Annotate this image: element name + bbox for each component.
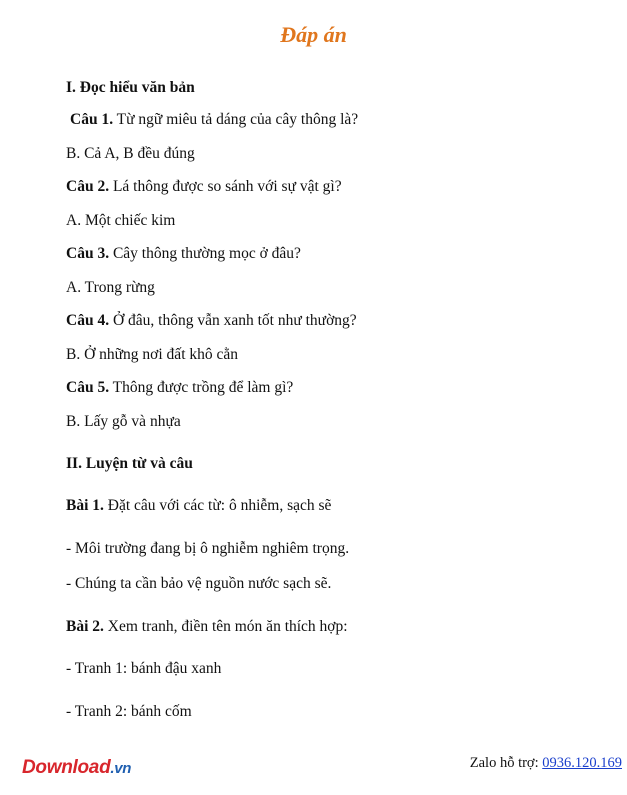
section-heading-vocabulary: II. Luyện từ và câu — [66, 455, 193, 472]
zalo-support — [470, 755, 622, 772]
exercise-1: Bài 1. Đặt câu với các từ: ô nhiễm, sạch sẽ — [66, 497, 332, 514]
exercise-2: Bài 2. Xem tranh, điền tên món ăn thích hợp: — [66, 618, 348, 635]
answer-3: A. Trong rừng — [66, 279, 155, 296]
question-1: Câu 1. Từ ngữ miêu tả dáng của cây thông là? — [70, 111, 359, 128]
question-2: Câu 2. Lá thông được so sánh với sự vật gì? — [66, 178, 342, 195]
exercise-2-answer-1: - Tranh 1: bánh đậu xanh — [66, 660, 222, 677]
question-5: Câu 5. Thông được trồng để làm gì? — [66, 379, 294, 396]
zalo-label: Zalo hỗ trợ: — [469, 755, 543, 771]
zalo-phone-link[interactable]: 0936.120.169 — [542, 755, 622, 771]
page-title: Đáp án — [280, 22, 347, 47]
download-vn-logo[interactable]: Download.vn — [22, 757, 132, 778]
exercise-1-answer-2: - Chúng ta cần bảo vệ nguồn nước sạch sẽ. — [66, 575, 332, 592]
answer-5: B. Lấy gỗ và nhựa — [66, 413, 181, 430]
answer-2: A. Một chiếc kim — [66, 212, 176, 229]
question-3: Câu 3. Cây thông thường mọc ở đâu? — [66, 245, 301, 262]
section-heading-reading: I. Đọc hiểu văn bản — [66, 79, 195, 96]
answer-4: B. Ở những nơi đất khô cằn — [66, 346, 239, 363]
exercise-2-answer-2: - Tranh 2: bánh cốm — [66, 703, 192, 720]
question-4: Câu 4. Ở đâu, thông vẫn xanh tốt như thường? — [66, 312, 357, 329]
exercise-1-answer-1: - Môi trường đang bị ô nghiễm nghiêm trọng. — [66, 540, 350, 557]
answer-1: B. Cả A, B đều đúng — [66, 145, 195, 162]
